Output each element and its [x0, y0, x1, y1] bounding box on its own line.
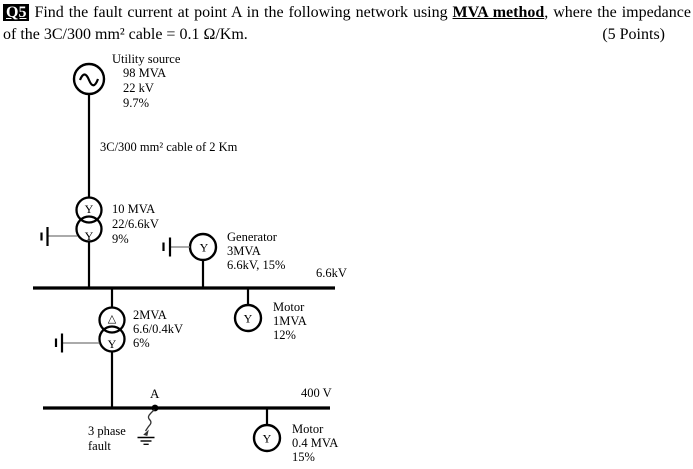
generator-ground-icon	[164, 238, 191, 257]
transformer1-secondary-winding-symbol: Y	[84, 229, 94, 243]
transformer1-ground-icon	[42, 227, 78, 246]
fault-label-line2: fault	[88, 439, 111, 453]
fault-ground-icon	[138, 438, 155, 445]
transformer2-mva-label: 2MVA	[133, 308, 167, 322]
question-method-emphasis: MVA method	[452, 4, 545, 21]
question-text-before: Find the fault current at point A in the following network using	[34, 4, 453, 21]
utility-kv-label: 22 kV	[123, 81, 154, 95]
cable-label: 3C/300 mm² cable of 2 Km	[100, 140, 238, 154]
question-line2-text: of the 3C/300 mm² cable = 0.1 Ω/Km.	[3, 26, 248, 43]
question-number-badge: Q5	[3, 4, 29, 21]
transformer1-mva-label: 10 MVA	[112, 202, 156, 216]
bus1-voltage-label: 6.6kV	[316, 266, 347, 280]
transformer2-secondary-winding-symbol: Y	[107, 337, 117, 351]
transformer2-ground-icon	[56, 334, 100, 353]
sine-wave-icon	[80, 75, 98, 86]
question-text-after: , where the impedance	[544, 4, 691, 21]
motor1-winding-symbol: Y	[243, 311, 253, 326]
fault-point-dot	[152, 405, 159, 412]
generator-winding-symbol: Y	[199, 240, 209, 255]
generator-title-label: Generator	[227, 230, 277, 244]
fault-arrow-icon	[143, 410, 154, 437]
motor2-mva-label: 0.4 MVA	[292, 436, 339, 450]
motor2-winding-symbol: Y	[262, 431, 272, 446]
transformer1-primary-winding-symbol: Y	[84, 202, 94, 216]
motor2-title-label: Motor	[292, 422, 324, 436]
motor2-impedance-label: 15%	[292, 450, 315, 464]
transformer2-impedance-label: 6%	[133, 336, 150, 350]
motor1-mva-label: 1MVA	[273, 314, 307, 328]
bus2-voltage-label: 400 V	[301, 386, 332, 400]
transformer1-ratio-label: 22/6.6kV	[112, 217, 159, 231]
transformer2-primary-winding-symbol: △	[107, 312, 117, 325]
motor1-title-label: Motor	[273, 300, 305, 314]
transformer2-ratio-label: 6.6/0.4kV	[133, 322, 183, 336]
transformer1-impedance-label: 9%	[112, 232, 129, 246]
utility-source-icon	[74, 64, 104, 94]
utility-impedance-label: 9.7%	[123, 96, 150, 110]
generator-rating-label: 6.6kV, 15%	[227, 258, 286, 272]
utility-mva-label: 98 MVA	[123, 66, 167, 80]
generator-mva-label: 3MVA	[227, 244, 261, 258]
utility-title-label: Utility source	[112, 52, 181, 66]
question-points: (5 Points)	[602, 26, 665, 43]
fault-point-a-label: A	[150, 386, 160, 401]
fault-label-line1: 3 phase	[88, 424, 126, 438]
motor1-impedance-label: 12%	[273, 328, 296, 342]
